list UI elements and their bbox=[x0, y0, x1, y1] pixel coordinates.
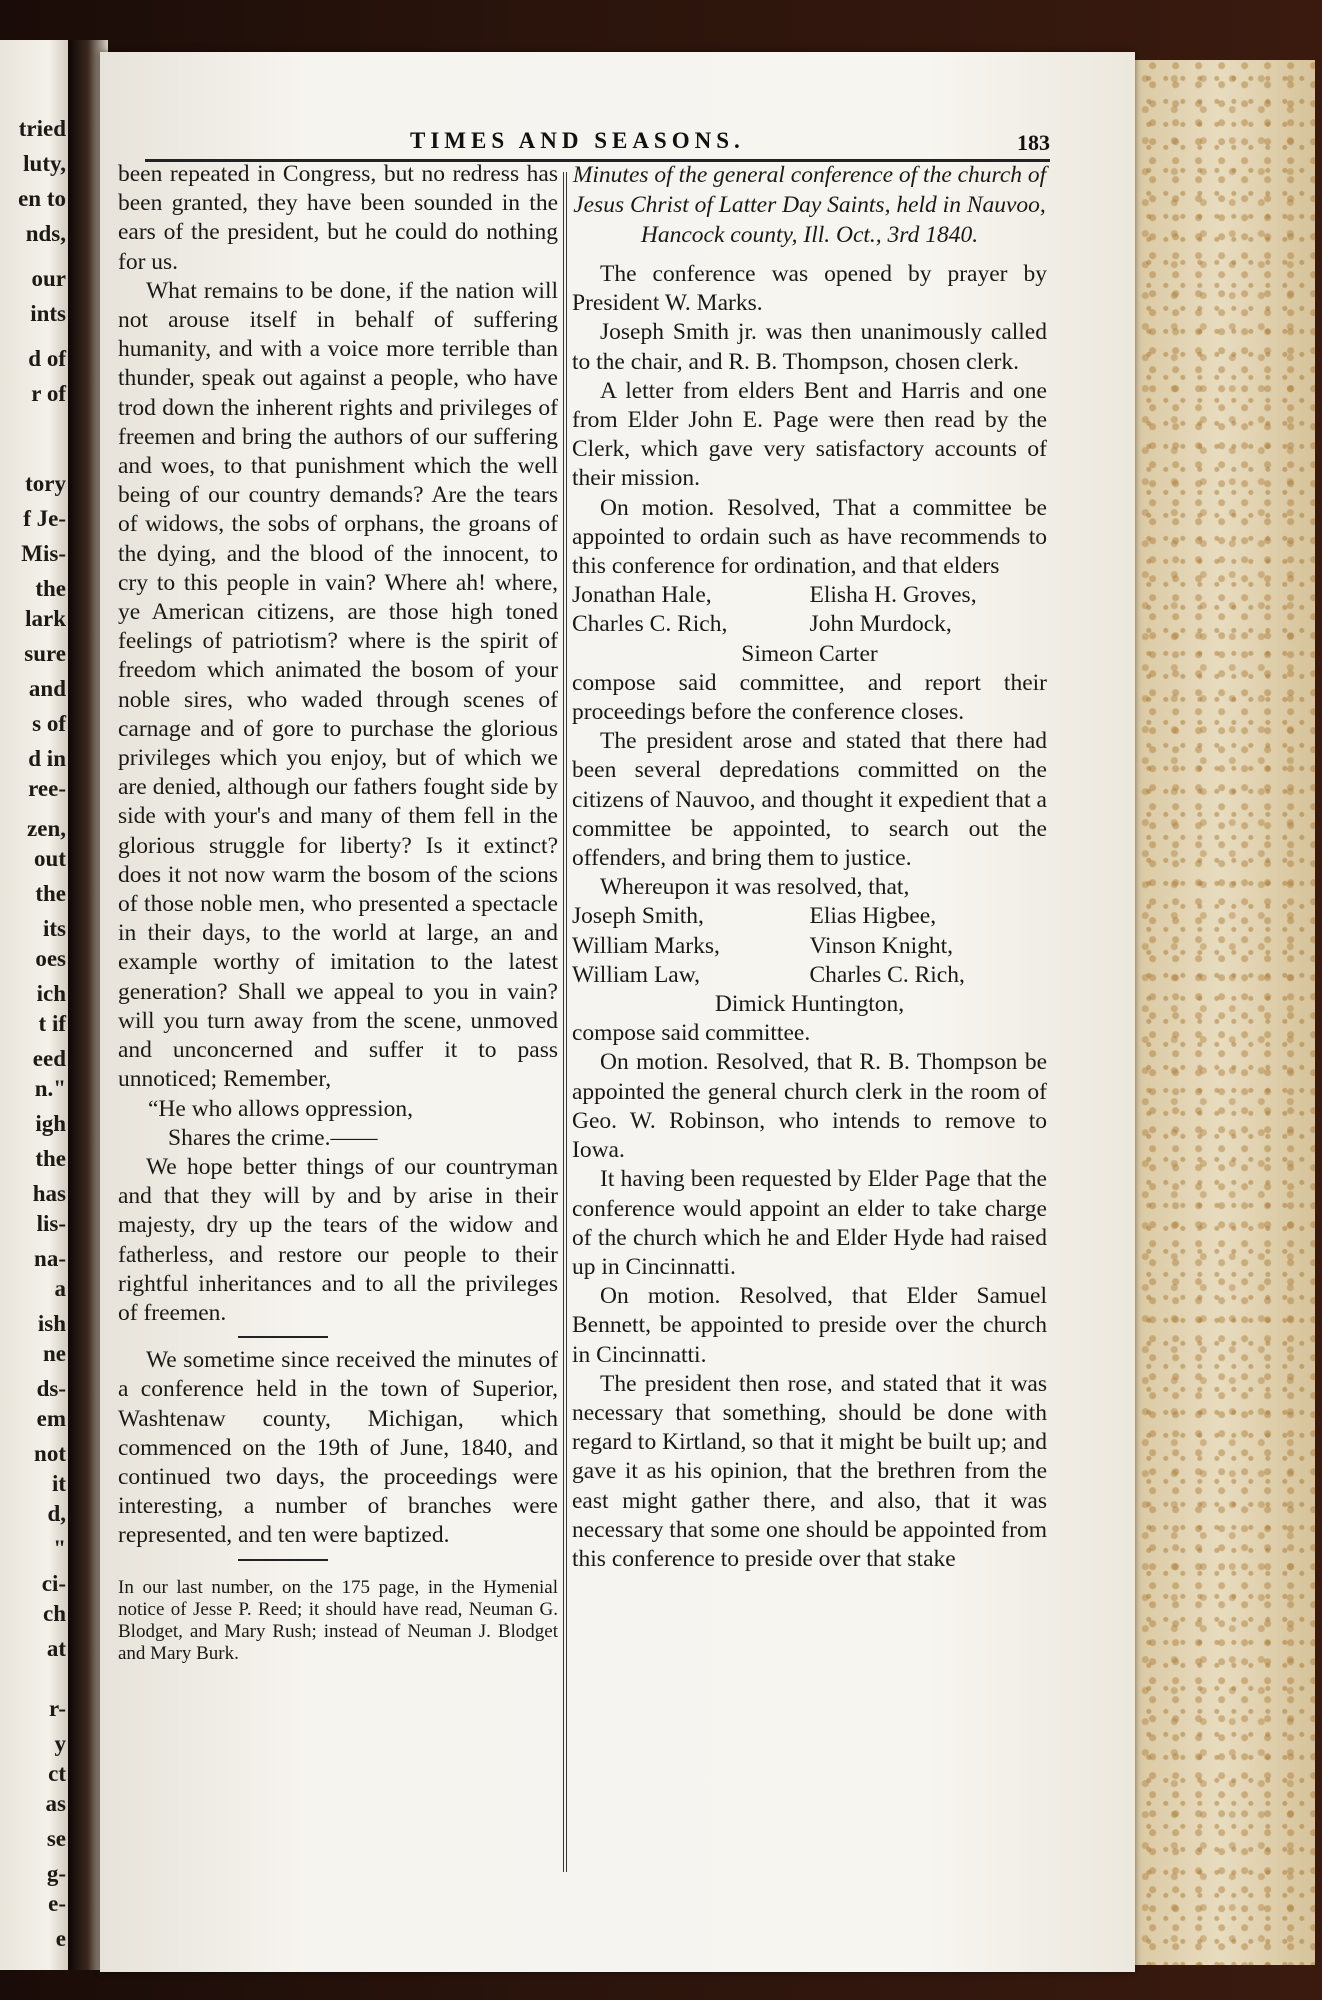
facing-page-fragment: a bbox=[54, 1276, 66, 1301]
facing-page-fragment: ints bbox=[30, 301, 66, 326]
facing-page-fragment: r of bbox=[31, 381, 66, 406]
facing-page-edge bbox=[0, 40, 70, 1970]
paragraph: We hope better things of our countryman and that they will by and by arise in their majesty, dry up the tears of the widow and fatherless, and restore our people to their rightful inheritances and to all the privileges of freemen. bbox=[118, 1153, 558, 1326]
facing-page-fragment: ds- bbox=[36, 1376, 66, 1401]
facing-page-fragment: ci- bbox=[41, 1571, 66, 1596]
facing-page-fragment: se bbox=[46, 1826, 66, 1851]
facing-page-fragment: not bbox=[34, 1441, 66, 1466]
paragraph: The president then rose, and stated that it was necessary that something, should be done with regard to Kirtland, so that it might be built up; and gave it as his opinion, that the brethren from the east might gather there, and also, that it was necessary that some one should be appointed from this conference to preside over that stake bbox=[572, 1370, 1047, 1572]
facing-page-fragment: zen, bbox=[27, 816, 66, 841]
column-divider bbox=[563, 172, 567, 1872]
committee-name: William Law, bbox=[572, 961, 701, 988]
committee-names bbox=[572, 902, 1047, 990]
facing-page-fragment: luty, bbox=[23, 151, 66, 176]
facing-page-fragment: it bbox=[51, 1471, 66, 1496]
minutes-heading: Minutes of the general conference of the church of Jesus Christ of Latter Day Saints, held in Nauvoo, Hancock county, Ill. Oct., 3rd 1840. bbox=[572, 162, 1047, 248]
paragraph: The conference was opened by prayer by President W. Marks. bbox=[572, 261, 1047, 317]
left-column bbox=[118, 160, 558, 1665]
facing-page-fragment: our bbox=[31, 266, 66, 291]
facing-page-fragment: has bbox=[32, 1181, 66, 1206]
paragraph: compose said committee. bbox=[572, 1020, 811, 1047]
right-column bbox=[572, 160, 1047, 1574]
facing-page-fragment: Mis- bbox=[21, 541, 66, 566]
committee-name: Charles C. Rich, bbox=[572, 611, 728, 638]
section-rule bbox=[238, 1336, 328, 1338]
paragraph: been repeated in Congress, but no redress has been granted, they have been sounded in the ears of the president, but he could do nothing for us. bbox=[118, 161, 558, 275]
facing-page-fragment: as bbox=[45, 1791, 66, 1816]
facing-page-fragment: na- bbox=[34, 1246, 66, 1271]
facing-page-fragment: ct bbox=[48, 1761, 66, 1786]
page-block-edge bbox=[1125, 60, 1315, 1965]
facing-page-fragment: g- bbox=[46, 1861, 66, 1886]
facing-page-fragment: en to bbox=[18, 186, 66, 211]
committee-name: Simeon Carter bbox=[741, 640, 878, 667]
facing-page-fragment: " bbox=[53, 1536, 66, 1561]
committee-name: William Marks, bbox=[572, 932, 720, 959]
facing-page-fragment: and bbox=[28, 676, 66, 701]
paragraph: On motion. Resolved, that R. B. Thompson be appointed the general church clerk in the room of Geo. W. Robinson, who intends to remove to Iowa. bbox=[572, 1049, 1047, 1164]
facing-page-fragment: e bbox=[55, 1926, 66, 1951]
section-rule bbox=[238, 1559, 328, 1561]
facing-page-fragment: sure bbox=[24, 641, 66, 666]
facing-page-fragment: d in bbox=[28, 746, 66, 771]
facing-page-fragment: f Je- bbox=[23, 506, 66, 531]
committee-name: John Murdock, bbox=[809, 611, 952, 638]
paragraph: compose said committee, and report their proceedings before the conference closes. bbox=[572, 669, 1047, 726]
poem-line: “He who allows oppression, bbox=[148, 1095, 413, 1122]
page-number: 183 bbox=[1017, 130, 1050, 155]
facing-page-fragment: lark bbox=[25, 606, 66, 631]
facing-page-fragment: ch bbox=[43, 1601, 66, 1626]
facing-page-fragment: tory bbox=[25, 471, 66, 496]
paragraph: On motion. Resolved, That a committee be appointed to ordain such as have recommends to this conference for ordination, and that elders bbox=[572, 494, 1047, 580]
facing-page-fragment: ich bbox=[36, 981, 66, 1006]
running-title: TIMES AND SEASONS. bbox=[410, 128, 745, 153]
facing-page-fragment: ree- bbox=[28, 776, 66, 801]
facing-page-fragment: r- bbox=[48, 1696, 66, 1721]
paragraph: The president arose and stated that there had been several depredations committed on the citizens of Nauvoo, and thought it expedient that a committee be appointed, to search out the offenders, and bring them to justice. bbox=[572, 728, 1047, 872]
facing-page-fragment: t if bbox=[38, 1011, 66, 1036]
facing-page-fragment: its bbox=[43, 916, 66, 941]
paragraph: We sometime since received the minutes of a conference held in the town of Superior, Washtenaw county, Michigan, which commenced on the 19th of June, 1840, and continued two days, the proceedings were interesting, a number of branches were represented, and ten were baptized. bbox=[118, 1347, 558, 1549]
running-header bbox=[145, 128, 1050, 162]
facing-page-fragment: the bbox=[35, 576, 66, 601]
facing-page-fragment: eed bbox=[32, 1046, 66, 1071]
facing-page-fragment: nds, bbox=[25, 221, 66, 246]
paragraph: A letter from elders Bent and Harris and one from Elder John E. Page were then read by the Clerk, which gave very satisfactory accounts of their mission. bbox=[572, 377, 1047, 492]
committee-name: Jonathan Hale, bbox=[572, 582, 712, 609]
committee-names bbox=[572, 581, 1047, 639]
committee-name: Joseph Smith, bbox=[572, 903, 704, 930]
facing-page-fragment: oes bbox=[35, 946, 66, 971]
facing-page-fragment: the bbox=[35, 881, 66, 906]
committee-name: Dimick Huntington, bbox=[714, 991, 905, 1018]
facing-page-fragment: em bbox=[36, 1406, 66, 1431]
facing-page-fragment: n." bbox=[34, 1076, 66, 1101]
facing-page-fragment: lis- bbox=[36, 1211, 66, 1236]
facing-page-fragment: y bbox=[54, 1731, 66, 1756]
committee-name: Elias Higbee, bbox=[809, 903, 937, 930]
facing-page-fragment: d, bbox=[47, 1501, 66, 1526]
committee-name: Elisha H. Groves, bbox=[809, 582, 977, 609]
committee-name: Charles C. Rich, bbox=[809, 961, 965, 988]
facing-page-fragment: igh bbox=[35, 1111, 66, 1136]
facing-page-fragment: ish bbox=[37, 1311, 66, 1336]
facing-page-fragment: d of bbox=[28, 346, 66, 371]
paragraph: On motion. Resolved, that Elder Samuel Bennett, be appointed to preside over the church in Cincinnatti. bbox=[572, 1283, 1047, 1368]
facing-page-fragment: the bbox=[35, 1146, 66, 1171]
facing-page-fragment: tried bbox=[18, 116, 66, 141]
paragraph: It having been requested by Elder Page that the conference would appoint an elder to take charge of the church which he and Elder Hyde had raised up in Cincinnatti. bbox=[572, 1166, 1047, 1280]
footnote: In our last number, on the 175 page, in the Hymenial notice of Jesse P. Reed; it should have read, Neuman G. Blodget, and Mary Rush; instead of Neuman J. Blodget and Mary Burk. bbox=[118, 1576, 558, 1664]
poem-line: Shares the crime.—— bbox=[168, 1124, 378, 1151]
paragraph: Joseph Smith jr. was then unanimously called to the chair, and R. B. Thompson, chosen clerk. bbox=[572, 319, 1047, 375]
facing-page-fragment: out bbox=[34, 846, 66, 871]
facing-page-fragment: s of bbox=[32, 711, 66, 736]
facing-page-fragment: ne bbox=[43, 1341, 66, 1366]
facing-page-fragment: at bbox=[46, 1636, 66, 1661]
paragraph: What remains to be done, if the nation will not arouse itself in behalf of suffering humanity, and with a voice more terrible than thunder, speak out against a people, who have trod down the inherent rights and privileges of freemen and bring the authors of our suffering and woes, to that punishment which the well being of our country demands? Are the tears of widows, the sobs of orphans, the groans of the dying, and the blood of the innocent, to cry to this people in vain? Where ah! where, ye American citizens, are those high toned feelings of patriotism? where is the spirit of freedom which animated the bosom of your noble sires, who waded through scenes of carnage and of gore to purchase the glorious privileges which you enjoy, but of which we are denied, although our fathers fought side by side with your's and many of them fell in the glorious struggle for liberty? Is it extinct? does it not now warm the bosom of the scions of those noble men, who presented a spectacle in their days, to the world at large, an and example worthy of imitation to the latest generation? Shall we appeal to you in vain? will you turn away from the scene, unmoved and unconcerned and suffer it to pass unnoticed; Remember, bbox=[118, 277, 558, 1093]
paragraph: Whereupon it was resolved, that, bbox=[600, 874, 910, 901]
facing-page-fragment: e- bbox=[48, 1891, 66, 1916]
committee-name: Vinson Knight, bbox=[809, 932, 954, 959]
